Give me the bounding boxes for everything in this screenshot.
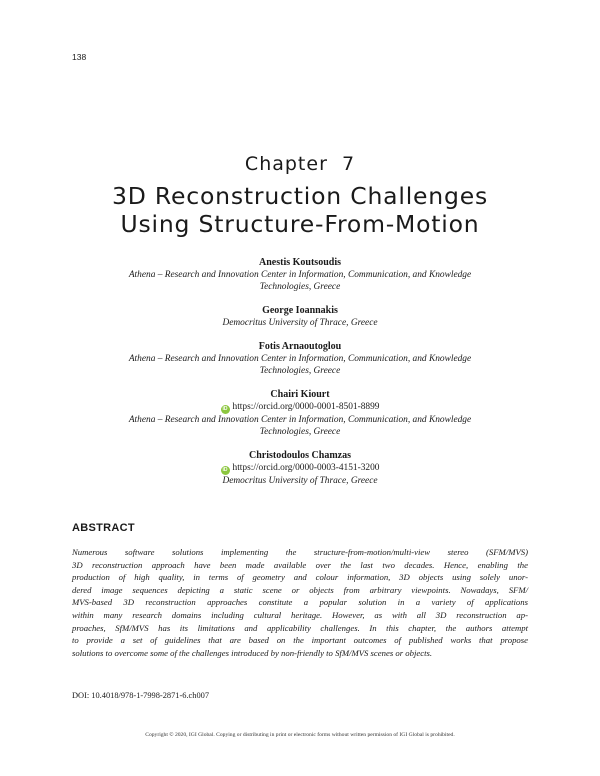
abstract-heading: ABSTRACT xyxy=(72,522,135,534)
author-list xyxy=(72,256,528,498)
abstract-line: solutions to overcome some of the challenges introduced by non-friendly to SfM/MVS scenes or objects. xyxy=(72,647,433,658)
author-affiliation-line: Democritus University of Thrace, Greece xyxy=(222,318,378,328)
author-affiliation-line: Athena – Research and Innovation Center in Information, Communication, and Knowledge xyxy=(128,415,472,425)
abstract-line: to provide a set of guidelines that are based on the important outcomes of published works that propose xyxy=(72,635,528,646)
abstract-line: within many research domains including cultural heritage. However, as with all 3D reconstruction ap- xyxy=(72,609,528,620)
author-name: Chairi Kiourt xyxy=(270,389,330,400)
author-affiliation-line: Athena – Research and Innovation Center in Information, Communication, and Knowledge xyxy=(128,354,472,364)
chapter-title-line-1: 3D Reconstruction Challenges xyxy=(112,182,488,210)
orcid-link[interactable]: https://orcid.org/0000-0003-4151-3200 xyxy=(232,463,380,473)
author-block xyxy=(72,340,528,377)
author-affiliation-line: Democritus University of Thrace, Greece xyxy=(222,476,378,486)
author-orcid xyxy=(72,401,528,414)
author-block xyxy=(72,256,528,293)
abstract-line: dered image sequences depicting a static scene or objects from arbitrary viewpoints. Nowadays, SFM/ xyxy=(72,584,528,595)
author-name: Anestis Koutsoudis xyxy=(259,257,341,268)
abstract-body xyxy=(72,546,528,659)
chapter-title xyxy=(0,182,600,238)
doi: DOI: 10.4018/978-1-7998-2871-6.ch007 xyxy=(72,691,210,700)
abstract-line: proaches, SfM/MVS has its limitations and applicability challenges. In this chapter, the authors attempt xyxy=(72,622,528,633)
author-affiliation-line: Athena – Research and Innovation Center in Information, Communication, and Knowledge xyxy=(128,270,472,280)
orcid-icon: iD xyxy=(222,406,228,412)
abstract-line: production of high quality, in terms of geometry and colour information, 3D objects using solely unor- xyxy=(72,572,528,583)
orcid-link[interactable]: https://orcid.org/0000-0001-8501-8899 xyxy=(232,402,380,412)
author-block xyxy=(72,449,528,487)
author-block xyxy=(72,388,528,438)
author-name: Christodoulos Chamzas xyxy=(249,450,351,461)
orcid-icon: iD xyxy=(222,467,228,473)
copyright-notice: Copyright © 2020, IGI Global. Copying or distributing in print or electronic forms without written permission of IGI Global is prohibited. xyxy=(145,732,455,738)
abstract-line: MVS-based 3D reconstruction approaches constitute a popular solution in a variety of applications xyxy=(72,597,528,608)
author-orcid xyxy=(72,462,528,475)
author-affiliation-line: Technologies, Greece xyxy=(259,366,341,376)
author-affiliation-line: Technologies, Greece xyxy=(259,427,341,437)
abstract-line: Numerous software solutions implementing the structure-from-motion/multi-view stereo (SFM/MVS) xyxy=(72,547,528,557)
author-name: Fotis Arnaoutoglou xyxy=(258,341,342,352)
page-number: 138 xyxy=(72,52,87,62)
chapter-label: Chapter 7 xyxy=(244,153,356,175)
abstract-line: 3D reconstruction approach have been made available over the last two decades. Hence, enabling the xyxy=(72,559,528,570)
author-affiliation-line: Technologies, Greece xyxy=(259,282,341,292)
chapter-title-line-2: Using Structure-From-Motion xyxy=(120,210,480,238)
author-block xyxy=(72,304,528,329)
author-name: George Ioannakis xyxy=(262,305,338,316)
